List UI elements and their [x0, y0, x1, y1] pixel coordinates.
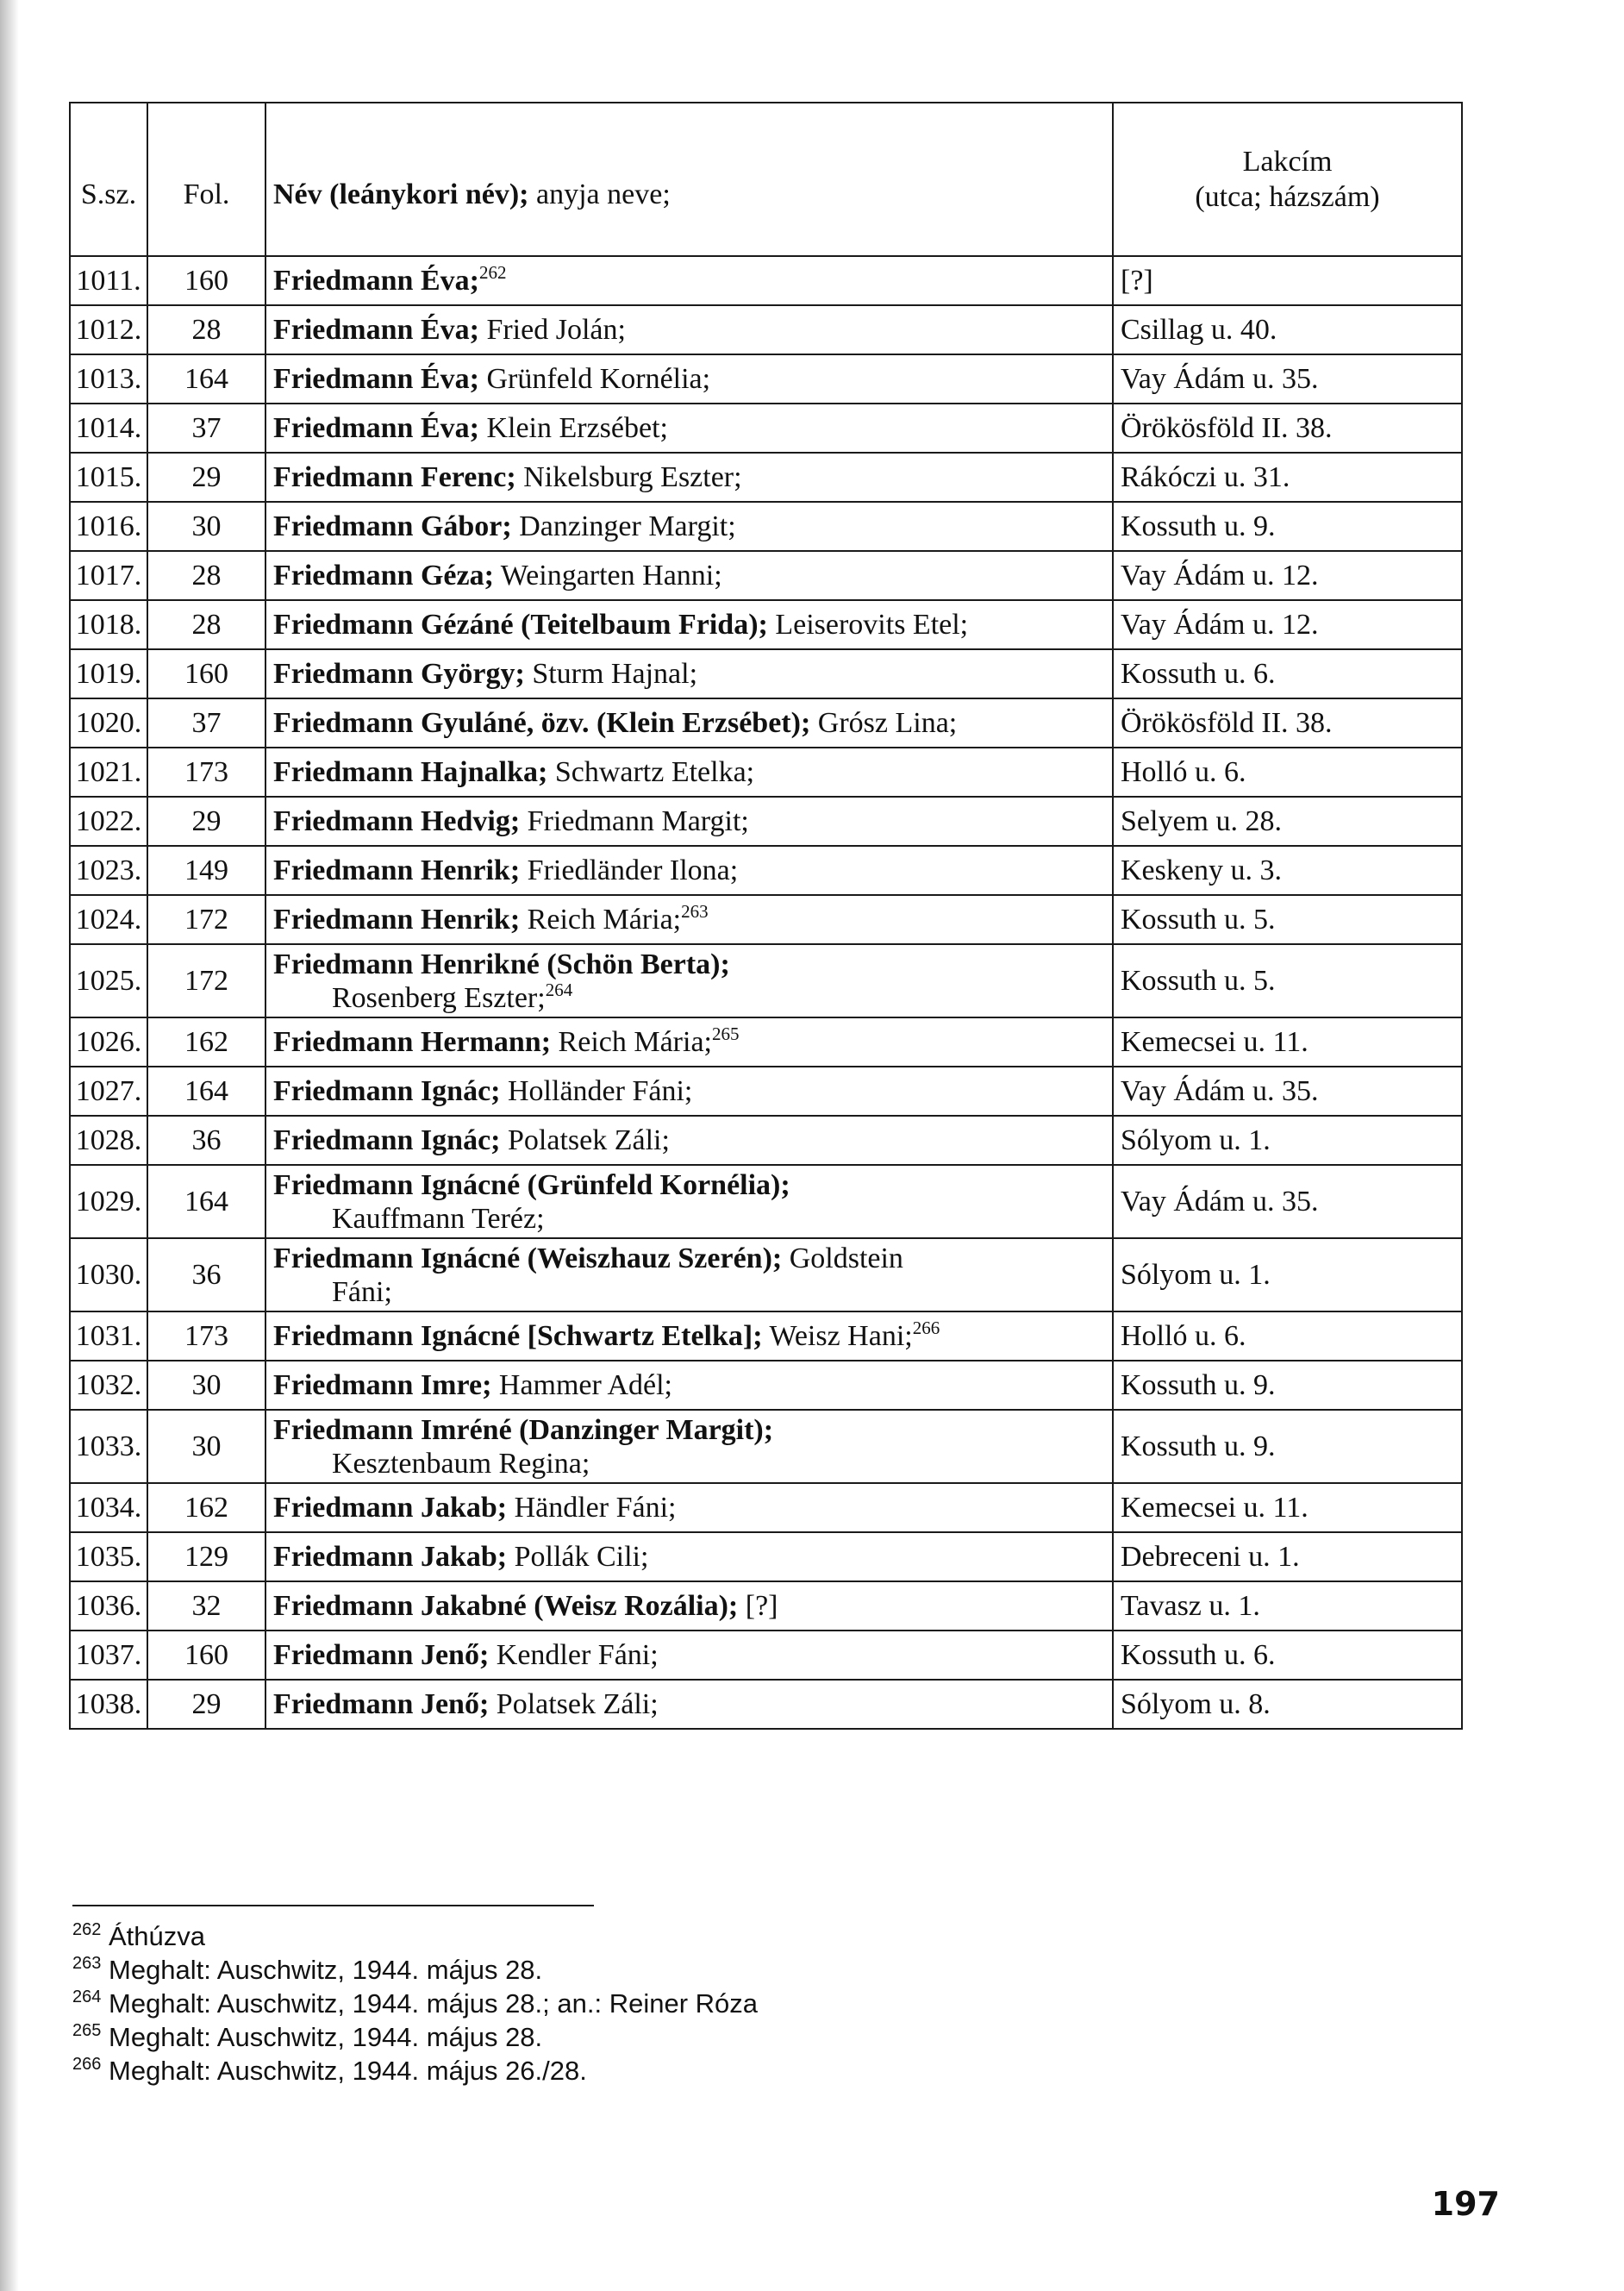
table-row — [70, 354, 1462, 404]
row-fol: 162 — [147, 1017, 265, 1067]
row-ssz: 1027. — [70, 1067, 147, 1116]
footnote-ref: 263 — [681, 901, 709, 922]
row-ssz: 1023. — [70, 846, 147, 895]
row-fol: 36 — [147, 1238, 265, 1311]
row-name: Friedmann Jakab; — [273, 1492, 508, 1524]
row-address: Kossuth u. 6. — [1113, 649, 1462, 698]
row-fol: 29 — [147, 797, 265, 846]
row-mother: Schwartz Etelka; — [547, 756, 755, 788]
row-ssz: 1032. — [70, 1361, 147, 1410]
row-name: Friedmann Ignác; — [273, 1124, 501, 1156]
row-address: Kossuth u. 6. — [1113, 1631, 1462, 1680]
row-address: Holló u. 6. — [1113, 1311, 1462, 1361]
row-name: Friedmann Imre; — [273, 1369, 492, 1401]
footnote-ref: 265 — [711, 1023, 740, 1044]
row-ssz: 1011. — [70, 256, 147, 305]
row-fol: 28 — [147, 305, 265, 354]
row-fol: 30 — [147, 502, 265, 551]
table-row — [70, 502, 1462, 551]
footnote-text: Áthúzva — [109, 1921, 206, 1951]
row-fol: 172 — [147, 944, 265, 1017]
row-ssz: 1036. — [70, 1581, 147, 1631]
table-row — [70, 551, 1462, 600]
row-fol: 30 — [147, 1361, 265, 1410]
footnote-text: Meghalt: Auschwitz, 1944. május 26./28. — [109, 2056, 587, 2086]
header-address-line1: Lakcím — [1242, 146, 1333, 178]
footnote — [72, 1987, 1107, 2020]
row-mother: Klein Erzsébet; — [478, 412, 668, 444]
row-name: Friedmann Henrik; — [273, 904, 521, 936]
row-name: Friedmann Éva; — [273, 412, 479, 444]
row-ssz: 1015. — [70, 453, 147, 502]
row-name-cell — [265, 453, 1113, 502]
table-row — [70, 256, 1462, 305]
row-mother-text: Kauffmann Teréz; — [332, 1202, 545, 1235]
row-mother: Reich Mária; — [551, 1026, 712, 1058]
row-address: Örökösföld II. 38. — [1113, 698, 1462, 748]
footnote-number: 264 — [72, 1987, 102, 2006]
header-name — [265, 103, 1113, 256]
row-name: Friedmann Ignácné [Schwartz Etelka]; — [273, 1320, 763, 1352]
row-fol: 173 — [147, 1311, 265, 1361]
header-address-line2: (utca; házszám) — [1195, 181, 1380, 213]
row-ssz: 1030. — [70, 1238, 147, 1311]
row-name: Friedmann Gyuláné, özv. (Klein Erzsébet); — [273, 707, 811, 739]
row-name: Friedmann Jakabné (Weisz Rozália); — [273, 1590, 739, 1622]
row-name: Friedmann Henrik; — [273, 854, 521, 886]
row-name-cell — [265, 354, 1113, 404]
table-row — [70, 944, 1462, 1017]
footnote-number: 265 — [72, 2021, 102, 2040]
row-address: Rákóczi u. 31. — [1113, 453, 1462, 502]
row-address: Kossuth u. 5. — [1113, 895, 1462, 944]
header-address — [1113, 103, 1462, 256]
row-fol: 164 — [147, 1165, 265, 1238]
row-ssz: 1017. — [70, 551, 147, 600]
table-row — [70, 895, 1462, 944]
row-fol: 160 — [147, 649, 265, 698]
row-address: Kossuth u. 9. — [1113, 1410, 1462, 1483]
row-name-cell — [265, 944, 1113, 1017]
row-address: Vay Ádám u. 12. — [1113, 600, 1462, 649]
row-mother: Leiserovits Etel; — [767, 609, 969, 641]
row-ssz: 1024. — [70, 895, 147, 944]
row-name: Friedmann Éva; — [273, 314, 479, 346]
row-address: Vay Ádám u. 35. — [1113, 354, 1462, 404]
footnote-ref: 264 — [545, 979, 573, 1000]
row-name: Friedmann Hajnalka; — [273, 756, 548, 788]
row-mother: Friedländer Ilona; — [520, 854, 739, 886]
row-name: Friedmann Jakab; — [273, 1541, 508, 1573]
row-mother: Grünfeld Kornélia; — [478, 363, 711, 395]
row-name-cell — [265, 1116, 1113, 1165]
row-ssz: 1013. — [70, 354, 147, 404]
row-name-cell — [265, 797, 1113, 846]
footnote — [72, 1919, 1107, 1953]
row-name: Friedmann Jenő; — [273, 1688, 490, 1720]
row-address: Csillag u. 40. — [1113, 305, 1462, 354]
row-address: Selyem u. 28. — [1113, 797, 1462, 846]
row-fol: 30 — [147, 1410, 265, 1483]
footnote-text: Meghalt: Auschwitz, 1944. május 28. — [109, 1955, 543, 1985]
row-name: Friedmann Gézáné (Teitelbaum Frida); — [273, 609, 768, 641]
footnote-rule — [72, 1905, 594, 1906]
row-mother: Händler Fáni; — [507, 1492, 677, 1524]
row-ssz: 1031. — [70, 1311, 147, 1361]
register-table — [69, 102, 1463, 1730]
footnote — [72, 2020, 1107, 2054]
row-ssz: 1021. — [70, 748, 147, 797]
page-number: 197 — [1431, 2185, 1500, 2223]
row-address: Örökösföld II. 38. — [1113, 404, 1462, 453]
table-row — [70, 649, 1462, 698]
table-row — [70, 404, 1462, 453]
row-mother-text: Rosenberg Eszter; — [332, 981, 546, 1014]
row-ssz: 1022. — [70, 797, 147, 846]
row-mother: Fried Jolán; — [478, 314, 626, 346]
header-row — [70, 103, 1462, 256]
row-mother: Hammer Adél; — [491, 1369, 673, 1401]
row-mother: Kendler Fáni; — [489, 1639, 659, 1671]
row-fol: 32 — [147, 1581, 265, 1631]
row-name-cell — [265, 748, 1113, 797]
row-name-cell — [265, 600, 1113, 649]
table-row — [70, 797, 1462, 846]
row-fol: 28 — [147, 551, 265, 600]
table-row — [70, 1680, 1462, 1729]
row-fol: 129 — [147, 1532, 265, 1581]
row-address: Vay Ádám u. 35. — [1113, 1165, 1462, 1238]
row-mother: Weisz Hani; — [762, 1320, 913, 1352]
row-address: Sólyom u. 8. — [1113, 1680, 1462, 1729]
footnotes — [72, 1919, 1107, 2088]
row-fol: 28 — [147, 600, 265, 649]
row-mother: Danzinger Margit; — [511, 510, 736, 542]
row-name: Friedmann Ignácné (Weiszhauz Szerén); — [273, 1242, 783, 1274]
row-ssz: 1026. — [70, 1017, 147, 1067]
table-row — [70, 600, 1462, 649]
row-mother: Polatsek Záli; — [500, 1124, 670, 1156]
row-address: Tavasz u. 1. — [1113, 1581, 1462, 1631]
row-name: Friedmann Imréné (Danzinger Margit); — [273, 1413, 774, 1446]
row-mother: Pollák Cili; — [507, 1541, 649, 1573]
row-ssz: 1038. — [70, 1680, 147, 1729]
row-address: Keskeny u. 3. — [1113, 846, 1462, 895]
row-name-cell — [265, 846, 1113, 895]
row-mother: Holländer Fáni; — [500, 1075, 693, 1107]
row-name-cell — [265, 1581, 1113, 1631]
row-fol: 29 — [147, 453, 265, 502]
footnote — [72, 2054, 1107, 2088]
footnote-text: Meghalt: Auschwitz, 1944. május 28. — [109, 2022, 543, 2052]
footnote-number: 262 — [72, 1920, 102, 1939]
row-name: Friedmann Ignácné (Grünfeld Kornélia); — [273, 1168, 790, 1201]
row-ssz: 1019. — [70, 649, 147, 698]
footnote-text: Meghalt: Auschwitz, 1944. május 28.; an.: Reiner Róza — [109, 1988, 759, 2019]
row-mother: Weingarten Hanni; — [493, 560, 722, 592]
row-name-cell — [265, 1067, 1113, 1116]
row-name-cell — [265, 1017, 1113, 1067]
footnote-number: 266 — [72, 2055, 102, 2074]
footnote-ref: 266 — [912, 1318, 940, 1338]
row-address: [?] — [1113, 256, 1462, 305]
row-fol: 36 — [147, 1116, 265, 1165]
row-name: Friedmann Hermann; — [273, 1026, 552, 1058]
row-fol: 29 — [147, 1680, 265, 1729]
row-fol: 172 — [147, 895, 265, 944]
row-address: Vay Ádám u. 35. — [1113, 1067, 1462, 1116]
row-name-cell — [265, 1238, 1113, 1311]
row-fol: 173 — [147, 748, 265, 797]
register-body — [70, 256, 1462, 1729]
row-address: Kossuth u. 9. — [1113, 1361, 1462, 1410]
footnote-number: 263 — [72, 1954, 102, 1973]
row-name-cell — [265, 551, 1113, 600]
row-address: Debreceni u. 1. — [1113, 1532, 1462, 1581]
row-ssz: 1014. — [70, 404, 147, 453]
row-name-cell — [265, 1680, 1113, 1729]
row-name-cell — [265, 404, 1113, 453]
row-name-cell — [265, 649, 1113, 698]
row-address: Vay Ádám u. 12. — [1113, 551, 1462, 600]
table-row — [70, 1116, 1462, 1165]
row-mother: Polatsek Záli; — [489, 1688, 659, 1720]
table-row — [70, 1361, 1462, 1410]
table-row — [70, 846, 1462, 895]
row-mother: Goldstein — [782, 1242, 903, 1274]
table-row — [70, 748, 1462, 797]
row-mother: Friedmann Margit; — [520, 805, 749, 837]
row-ssz: 1035. — [70, 1532, 147, 1581]
table-row — [70, 1165, 1462, 1238]
header-name-rest: anyja neve; — [528, 178, 671, 210]
footnote-ref: 262 — [478, 262, 507, 283]
row-address: Kemecsei u. 11. — [1113, 1017, 1462, 1067]
row-ssz: 1016. — [70, 502, 147, 551]
row-address: Kossuth u. 9. — [1113, 502, 1462, 551]
row-name-cell — [265, 305, 1113, 354]
row-ssz: 1033. — [70, 1410, 147, 1483]
row-mother-continued — [273, 1275, 1105, 1309]
row-address: Sólyom u. 1. — [1113, 1238, 1462, 1311]
row-mother — [273, 981, 1105, 1015]
row-name-cell — [265, 1483, 1113, 1532]
row-ssz: 1028. — [70, 1116, 147, 1165]
row-name: Friedmann Gábor; — [273, 510, 512, 542]
row-name: Friedmann György; — [273, 658, 525, 690]
row-name-cell — [265, 1361, 1113, 1410]
scan-edge-shadow — [0, 0, 19, 2291]
row-address: Kemecsei u. 11. — [1113, 1483, 1462, 1532]
table-row — [70, 1067, 1462, 1116]
table-row — [70, 1532, 1462, 1581]
table-row — [70, 453, 1462, 502]
table-row — [70, 1311, 1462, 1361]
row-mother: Sturm Hajnal; — [524, 658, 698, 690]
row-ssz: 1018. — [70, 600, 147, 649]
row-fol: 37 — [147, 698, 265, 748]
row-mother-text: Kesztenbaum Regina; — [332, 1447, 590, 1480]
header-name-bold: Név (leánykori név); — [273, 178, 529, 210]
row-address: Holló u. 6. — [1113, 748, 1462, 797]
row-ssz: 1012. — [70, 305, 147, 354]
row-name-cell — [265, 256, 1113, 305]
row-ssz: 1034. — [70, 1483, 147, 1532]
row-name-cell — [265, 1410, 1113, 1483]
row-mother: Reich Mária; — [520, 904, 682, 936]
row-name-cell — [265, 1165, 1113, 1238]
table-row — [70, 1017, 1462, 1067]
row-name-cell — [265, 895, 1113, 944]
row-fol: 160 — [147, 256, 265, 305]
row-mother: Nikelsburg Eszter; — [515, 461, 742, 493]
row-fol: 164 — [147, 354, 265, 404]
row-name: Friedmann Ferenc; — [273, 461, 516, 493]
row-ssz: 1029. — [70, 1165, 147, 1238]
row-name: Friedmann Éva; — [273, 363, 479, 395]
footnote — [72, 1953, 1107, 1987]
table-row — [70, 1410, 1462, 1483]
row-ssz: 1020. — [70, 698, 147, 748]
row-mother-text: Fáni; — [332, 1275, 392, 1308]
row-fol: 37 — [147, 404, 265, 453]
row-address: Kossuth u. 5. — [1113, 944, 1462, 1017]
row-fol: 164 — [147, 1067, 265, 1116]
row-mother: [?] — [738, 1590, 778, 1622]
row-fol: 160 — [147, 1631, 265, 1680]
header-ssz: S.sz. — [70, 103, 147, 256]
table-row — [70, 698, 1462, 748]
row-name-cell — [265, 1631, 1113, 1680]
row-name-cell — [265, 1532, 1113, 1581]
row-name: Friedmann Géza; — [273, 560, 494, 592]
row-address: Sólyom u. 1. — [1113, 1116, 1462, 1165]
row-mother: Grósz Lina; — [810, 707, 958, 739]
table-row — [70, 1631, 1462, 1680]
row-name: Friedmann Jenő; — [273, 1639, 490, 1671]
row-name: Friedmann Henrikné (Schön Berta); — [273, 948, 730, 980]
row-ssz: 1037. — [70, 1631, 147, 1680]
row-name: Friedmann Hedvig; — [273, 805, 521, 837]
row-name: Friedmann Ignác; — [273, 1075, 501, 1107]
row-name: Friedmann Éva; — [273, 265, 479, 297]
table-row — [70, 305, 1462, 354]
table-row — [70, 1238, 1462, 1311]
row-mother — [273, 1447, 1105, 1480]
row-name-cell — [265, 502, 1113, 551]
table-row — [70, 1483, 1462, 1532]
row-name-cell — [265, 1311, 1113, 1361]
table-row — [70, 1581, 1462, 1631]
row-ssz: 1025. — [70, 944, 147, 1017]
row-fol: 149 — [147, 846, 265, 895]
header-fol: Fol. — [147, 103, 265, 256]
row-fol: 162 — [147, 1483, 265, 1532]
row-mother — [273, 1202, 1105, 1236]
row-name-cell — [265, 698, 1113, 748]
